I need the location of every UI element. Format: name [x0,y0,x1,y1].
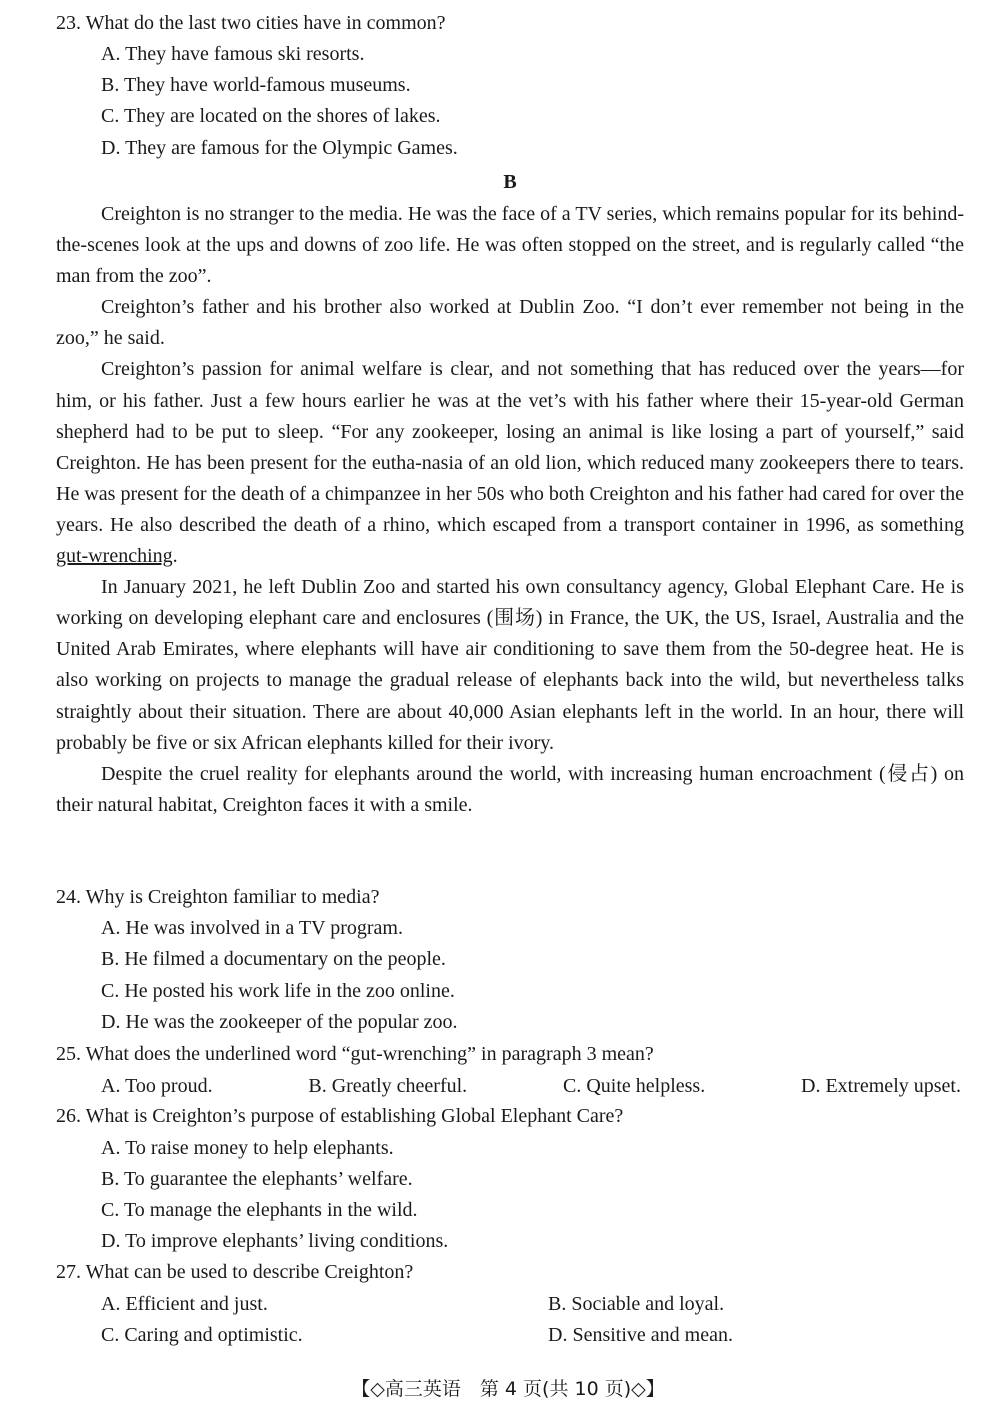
reading-passage [56,199,964,821]
q27-option-b: B. Sociable and loyal. [548,1293,725,1315]
page-footer: 【◇高三英语 第 4 页(共 10 页)◇】 [351,1378,665,1400]
q27-option-a: A. Efficient and just. [101,1293,268,1315]
q25-option-c: C. Quite helpless. [562,1075,706,1097]
q27-option-d: D. Sensitive and mean. [548,1324,733,1346]
q24-option-a: A. He was involved in a TV program. [101,917,403,939]
underlined-word: gut-wrenching [56,545,173,568]
q23-option-b: B. They have world-famous museums. [101,74,411,96]
q27-option-c: C. Caring and optimistic. [101,1324,303,1346]
q23-option-a: A. They have famous ski resorts. [101,43,365,65]
q25-option-d: D. Extremely upset. [801,1075,961,1097]
paragraph-3-text: Creighton’s passion for animal welfare is clear, and not something that has reduced over the years—for him, or his father. Just a few hours earlier he was at the vet’s with his father where their 15-year-old German shepherd had to be put to sleep. “For any zookeeper, losing an animal is like losing a part of yourself,” said Creighton. He has been present for the eutha-nasia of an old lion, which reduced many zookeepers there to tears. He was present for the death of a chimpanzee in her 50s who both Creighton and his father had cared for over the years. He also described the death of a rhino, which escaped from a transport container in 1996, as something [56,358,964,536]
passage-paragraph-4: In January 2021, he left Dublin Zoo and started his own consultancy agency, Global Elephant Care. He is working on developing elephant care and enclosures (围场) in France, the UK, the US, Israel, Australia and the United Arab Emirates, where elephants will have air conditioning to save them from the 50-degree heat. He is also working on projects to manage the gradual release of elephants back into the wild, but nevertheless talks straightly about their situation. There are about 40,000 Asian elephants left in the world. In an hour, there will probably be five or six African elephants killed for their ivory. [56,576,964,754]
q24-stem: 24. Why is Creighton familiar to media? [56,886,380,908]
q26-option-a: A. To raise money to help elephants. [101,1137,394,1159]
q25-option-b: B. Greatly cheerful. [308,1075,468,1097]
q25-stem: 25. What does the underlined word “gut-wrenching” in paragraph 3 mean? [56,1043,654,1065]
q25-option-a: A. Too proud. [101,1075,213,1097]
q24-option-b: B. He filmed a documentary on the people. [101,948,446,970]
section-heading-b: B [503,171,517,193]
passage-paragraph-3 [56,354,964,572]
passage-paragraph-2: Creighton’s father and his brother also worked at Dublin Zoo. “I don’t ever remember not being in the zoo,” he said. [56,296,964,350]
paragraph-3-end: . [172,545,178,568]
passage-paragraph-5: Despite the cruel reality for elephants around the world, with increasing human encroachment (侵占) on their natural habitat, Creighton faces it with a smile. [56,762,964,816]
q26-stem: 26. What is Creighton’s purpose of establishing Global Elephant Care? [56,1105,624,1127]
q23-option-c: C. They are located on the shores of lakes. [101,105,441,127]
q26-option-c: C. To manage the elephants in the wild. [101,1199,418,1221]
q23-stem: 23. What do the last two cities have in common? [56,12,446,34]
q26-option-d: D. To improve elephants’ living conditions. [101,1230,449,1252]
passage-paragraph-1: Creighton is no stranger to the media. He was the face of a TV series, which remains popular for its behind-the-scenes look at the ups and downs of zoo life. He was often stopped on the street, and is regularly called “the man from the zoo”. [56,203,964,288]
q24-option-d: D. He was the zookeeper of the popular zoo. [101,1011,458,1033]
q26-option-b: B. To guarantee the elephants’ welfare. [101,1168,413,1190]
q25-options-row [101,1075,961,1098]
q24-option-c: C. He posted his work life in the zoo online. [101,980,455,1002]
q27-stem: 27. What can be used to describe Creighton? [56,1261,414,1283]
q23-option-d: D. They are famous for the Olympic Games. [101,137,458,159]
